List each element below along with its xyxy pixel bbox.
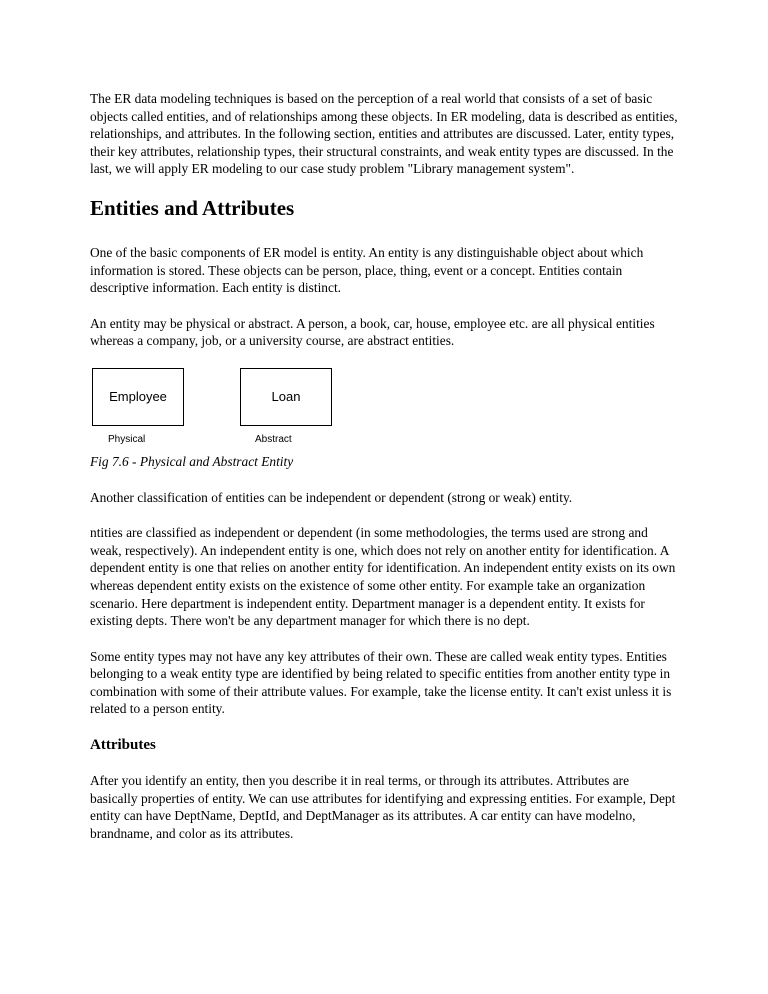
employee-entity-box: Employee [92, 368, 184, 426]
independent-dependent-paragraph: ntities are classified as independent or dependent (in some methodologies, the terms used are strong and weak, respectively). An independent entity is one, which does not rely on another entity for identification. A dependent entity is one that relies on another entity for identification. An independent entity exists on its own whereas dependent entity exists on the existence of some other entity. For example take an organization scenario. Here department is independent entity. Department manager is a dependent entity. It exists for existing depts. There won't be any department manager for which there is no dept. [90, 525, 676, 629]
physical-abstract-paragraph: An entity may be physical or abstract. A person, a book, car, house, employee etc. are all physical entities whereas a company, job, or a university course, are abstract entities. [90, 315, 655, 349]
attributes-paragraph: After you identify an entity, then you describe it in real terms, or through its attributes. Attributes are basically properties of entity. We can use attributes for identifying and expressing entities. For example, Dept entity can have DeptName, DeptId, and DeptManager as its attributes. A car entity can have modelno, brandname, and color as its attributes. [90, 773, 676, 841]
loan-entity-box: Loan [240, 368, 332, 426]
entity-definition-paragraph: One of the basic components of ER model is entity. An entity is any distinguishable object about which information is stored. These objects can be person, place, thing, event or a concept. Entities contain descriptive information. Each entity is distinct. [90, 244, 644, 296]
document-page [90, 90, 680, 860]
intro-paragraph: The ER data modeling techniques is based on the perception of a real world that consists of a set of basic objects called entities, and of relationships among these objects. In ER modeling, data is described as entities, relationships, and attributes. In the following section, entities and attributes are discussed. Later, entity types, their key attributes, relationship types, their structural constraints, and weak entity types are discussed. In the last, we will apply ER modeling to our case study problem "Library management system". [90, 91, 678, 177]
entity-figure [90, 368, 680, 453]
weak-entity-paragraph: Some entity types may not have any key attributes of their own. These are called weak entity types. Entities belonging to a weak entity type are identified by being related to specific entities from another entity type in combination with some of their attribute values. For example, take the license entity. It can't exist unless it is related to a person entity. [90, 648, 672, 717]
physical-label: Physical [108, 433, 146, 445]
figure-caption: Fig 7.6 - Physical and Abstract Entity [90, 453, 294, 469]
classification-paragraph: Another classification of entities can be independent or dependent (strong or weak) entity. [90, 489, 573, 505]
abstract-label: Abstract [255, 433, 292, 445]
section-heading-entities-and-attributes: Entities and Attributes [90, 195, 295, 220]
section-heading-attributes: Attributes [90, 737, 156, 754]
